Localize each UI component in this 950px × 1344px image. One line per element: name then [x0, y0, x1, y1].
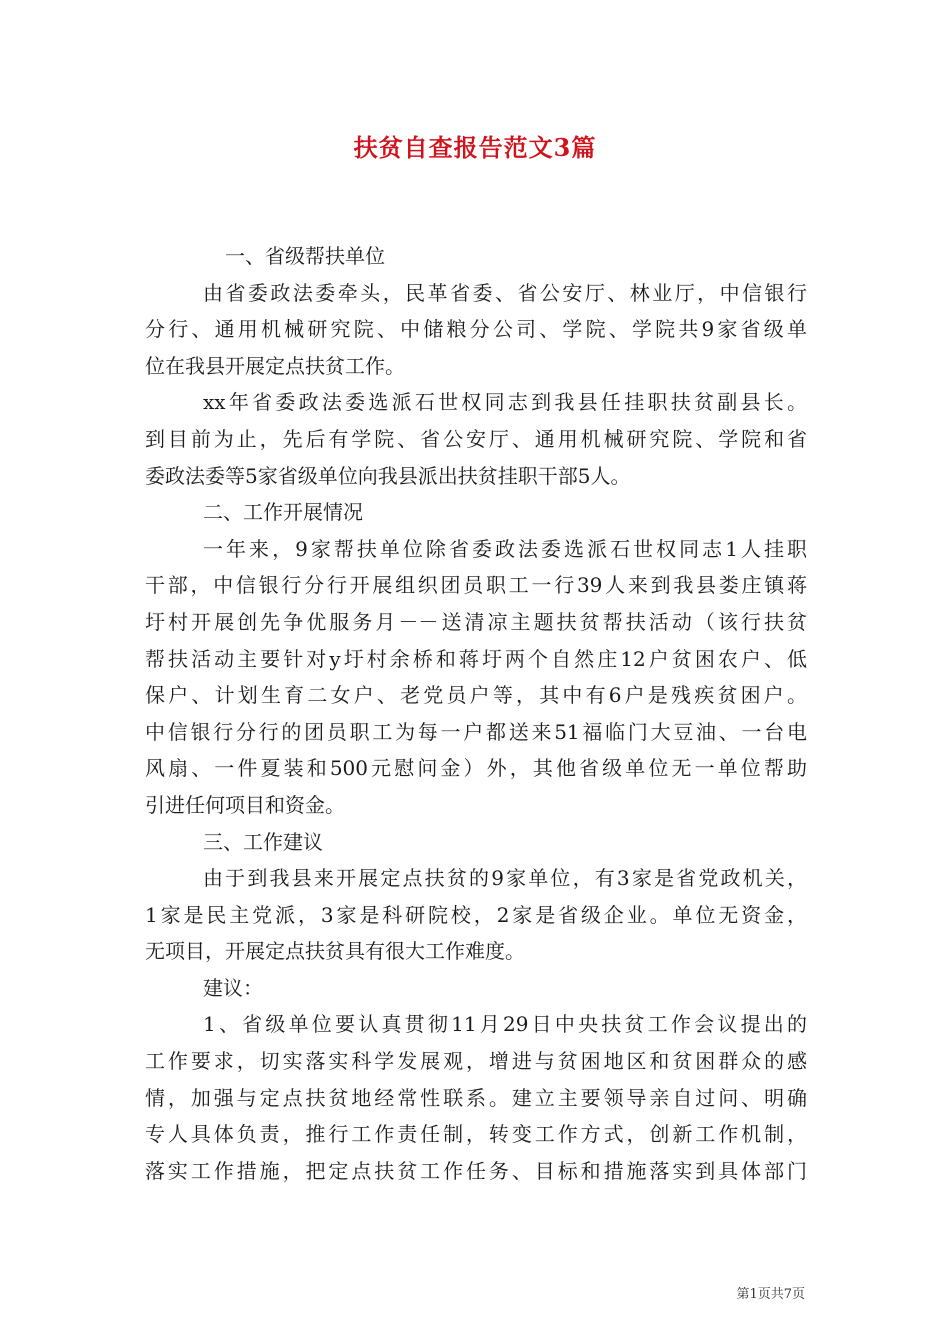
- page-number: 第1页共7页: [736, 1287, 805, 1302]
- text-line: 到目前为止，先后有学院、省公安厅、通用机械研究院、学院和省: [145, 426, 807, 451]
- text-line: 分行、通用机械研究院、中储粮分公司、学院、学院共9家省级单: [145, 317, 807, 342]
- text-line: 委政法委等5家省级单位向我县派出扶贫挂职干部5人。: [145, 463, 631, 488]
- text-line: 帮扶活动主要针对y圩村余桥和蒋圩两个自然庄12户贫困农户、低: [145, 646, 807, 671]
- text-line: 风扇、一件夏装和500元慰问金）外，其他省级单位无一单位帮助: [145, 756, 807, 781]
- text-line: 引进任何项目和资金。: [145, 792, 345, 817]
- text-line: 一年来，9家帮扶单位除省委政法委选派石世权同志1人挂职: [203, 536, 807, 561]
- text-line: 由省委政法委牵头，民革省委、省公安厅、林业厅，中信银行: [203, 280, 807, 305]
- text-line: 由于到我县来开展定点扶贫的9家单位，有3家是省党政机关，: [203, 866, 807, 891]
- document-title: 扶贫自查报告范文3篇: [353, 133, 597, 162]
- text-line: 中信银行分行的团员职工为每一户都送来51福临门大豆油、一台电: [145, 719, 807, 744]
- document-body: [145, 238, 807, 1189]
- text-line: 圩村开展创先争优服务月－－送清凉主题扶贫帮扶活动（该行扶贫: [145, 609, 807, 634]
- text-line: 工作要求，切实落实科学发展观，增进与贫困地区和贫困群众的感: [145, 1049, 807, 1074]
- text-line: 三、工作建议: [203, 829, 323, 854]
- text-line: 专人具体负责，推行工作责任制，转变工作方式，创新工作机制，: [145, 1122, 807, 1147]
- text-line: xx年省委政法委选派石世权同志到我县任挂职扶贫副县长。: [203, 390, 807, 415]
- text-line: 一、省级帮扶单位: [225, 244, 385, 268]
- text-line: 保户、计划生育二女户、老党员户等，其中有6户是残疾贫困户。: [145, 683, 807, 708]
- text-line: 位在我县开展定点扶贫工作。: [145, 353, 405, 378]
- text-line: 1、省级单位要认真贯彻11月29日中央扶贫工作会议提出的: [203, 1012, 807, 1037]
- text-line: 落实工作措施，把定点扶贫工作任务、目标和措施落实到具体部门: [145, 1158, 807, 1183]
- text-line: 干部，中信银行分行开展组织团员职工一行39人来到我县娄庄镇蒋: [145, 573, 807, 598]
- text-line: 二、工作开展情况: [203, 500, 363, 525]
- text-line: 情，加强与定点扶贫地经常性联系。建立主要领导亲自过问、明确: [145, 1085, 807, 1110]
- text-line: 1家是民主党派，3家是科研院校，2家是省级企业。单位无资金，: [145, 902, 807, 927]
- text-line: 无项目，开展定点扶贫具有很大工作难度。: [145, 939, 525, 964]
- text-line: 建议：: [203, 975, 263, 1000]
